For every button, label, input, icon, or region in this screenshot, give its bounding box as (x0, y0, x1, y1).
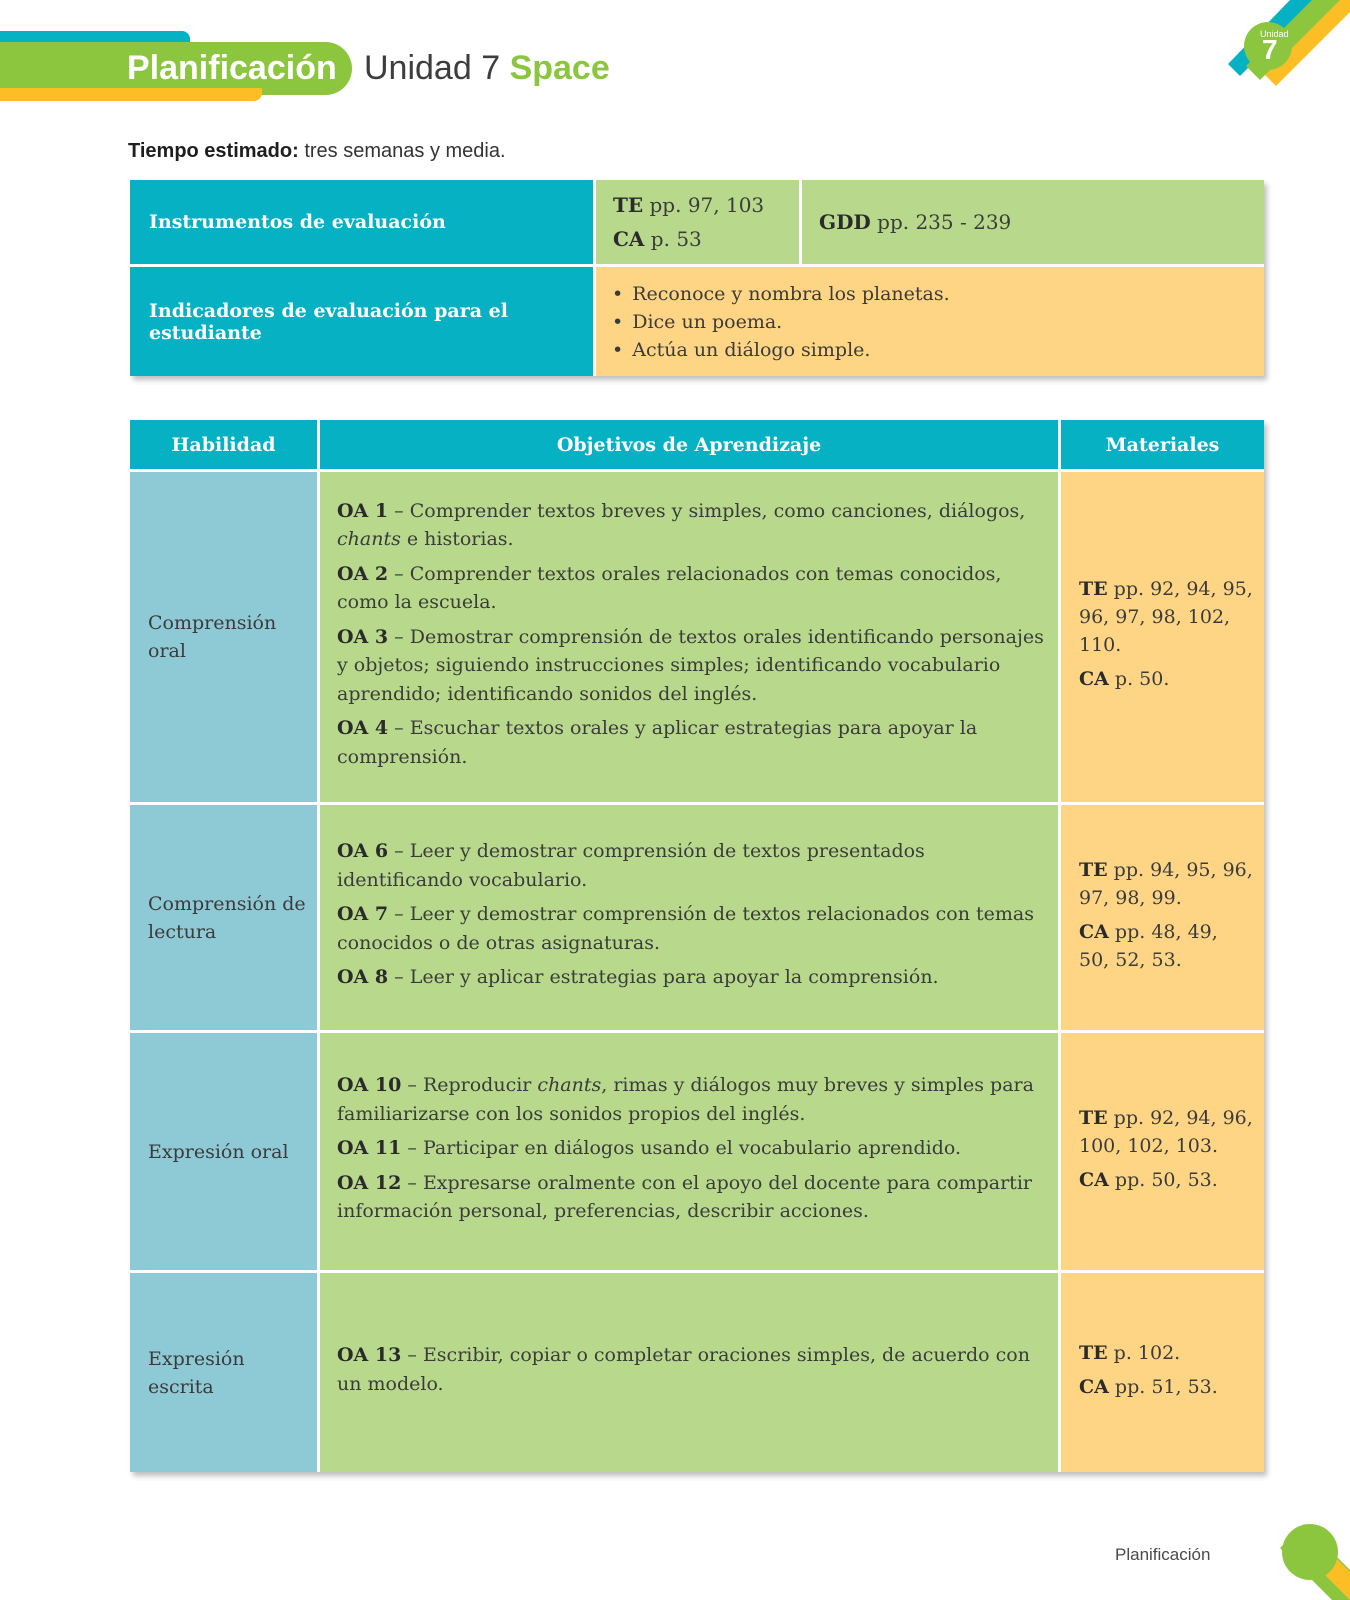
estimated-time (128, 140, 506, 163)
objective-item: OA 4 – Escuchar textos orales y aplicar estrategias para apoyar la comprensión. (337, 717, 978, 768)
unit-title (364, 44, 610, 92)
indicador-item: • Dice un poema. (612, 308, 950, 336)
material-item: CA pp. 51, 53. (1079, 1375, 1218, 1398)
header-habilidad: Habilidad (130, 420, 317, 469)
material-item: TE p. 102. (1079, 1341, 1181, 1364)
unit-badge-decoration (1220, 0, 1350, 90)
indicador-item: • Actúa un diálogo simple. (612, 336, 950, 364)
objective-item: OA 7 – Leer y demostrar comprensión de textos relacionados con temas conocidos o de otras asignaturas. (337, 903, 1034, 954)
materials-cell (1061, 472, 1264, 802)
objectives-cell (320, 1273, 1058, 1472)
materials-cell (1061, 1273, 1264, 1472)
skill-cell: Comprensión de lectura (130, 805, 317, 1030)
unit-topic: Space (509, 49, 610, 87)
skill-cell: Expresión escrita (130, 1273, 317, 1472)
skill-cell: Expresión oral (130, 1033, 317, 1270)
materials-cell (1061, 1033, 1264, 1270)
page-number-decoration (1200, 1510, 1350, 1600)
unit-badge-label: Unidad (1260, 29, 1289, 39)
objective-item: OA 3 – Demostrar comprensión de textos orales identificando personajes y objetos; siguiendo instrucciones simples; identificando vocabulario aprendido; identificando sonidos del inglés. (337, 625, 1044, 705)
unit-prefix: Unidad 7 (364, 49, 501, 87)
materials-cell (1061, 805, 1264, 1030)
skill-cell: Comprensión oral (130, 472, 317, 802)
material-item: TE pp. 92, 94, 95, 96, 97, 98, 102, 110. (1079, 578, 1253, 656)
material-item: CA p. 50. (1079, 668, 1170, 690)
header-materiales: Materiales (1061, 420, 1264, 469)
instrumentos-gdd: GDD pp. 235 - 239 (802, 180, 1264, 264)
page-number: 215 (1238, 1541, 1272, 1563)
ref-ca: CA p. 53 (613, 227, 702, 251)
objective-item: OA 6 – Leer y demostrar comprensión de textos presentados identificando vocabulario. (337, 840, 925, 891)
section-title: Planificación (127, 49, 337, 87)
material-item: CA pp. 48, 49, 50, 52, 53. (1079, 920, 1218, 971)
objectives-cell (320, 1033, 1058, 1270)
instrumentos-label: Instrumentos de evaluación (130, 180, 593, 264)
ref-te: TE pp. 97, 103 (613, 193, 765, 217)
footer-label: Planificación (1115, 1545, 1211, 1564)
material-item: CA pp. 50, 53. (1079, 1168, 1218, 1191)
unit-badge-number: 7 (1262, 34, 1278, 65)
indicadores-list (596, 267, 1264, 376)
objective-item: OA 10 – Reproducir chants, rimas y diálogos muy breves y simples para familiarizarse con los sonidos propios del inglés. (337, 1074, 1034, 1125)
objective-item: OA 8 – Leer y aplicar estrategias para apoyar la comprensión. (337, 966, 939, 989)
material-item: TE pp. 94, 95, 96, 97, 98, 99. (1079, 858, 1253, 909)
objective-item: OA 11 – Participar en diálogos usando el vocabulario aprendido. (337, 1137, 962, 1160)
instrumentos-refs (596, 180, 799, 264)
indicadores-label: Indicadores de evaluación para el estudiante (130, 267, 593, 376)
objective-item: OA 2 – Comprender textos orales relacionados con temas conocidos, como la escuela. (337, 562, 1002, 614)
indicador-item: • Reconoce y nombra los planetas. (612, 280, 950, 308)
objective-item: OA 12 – Expresarse oralmente con el apoyo del docente para compartir información personal, preferencias, describir acciones. (337, 1171, 1032, 1223)
objectives-cell (320, 472, 1058, 802)
material-item: TE pp. 92, 94, 96, 100, 102, 103. (1079, 1106, 1253, 1157)
objectives-cell (320, 805, 1058, 1030)
objective-item: OA 1 – Comprender textos breves y simples, como canciones, diálogos, chants e historias. (337, 499, 1026, 551)
header-objetivos: Objetivos de Aprendizaje (320, 420, 1058, 469)
estimated-time-label: Tiempo estimado: (128, 140, 299, 162)
objective-item: OA 13 – Escribir, copiar o completar oraciones simples, de acuerdo con un modelo. (337, 1344, 1030, 1395)
estimated-time-value: tres semanas y media. (304, 140, 506, 162)
